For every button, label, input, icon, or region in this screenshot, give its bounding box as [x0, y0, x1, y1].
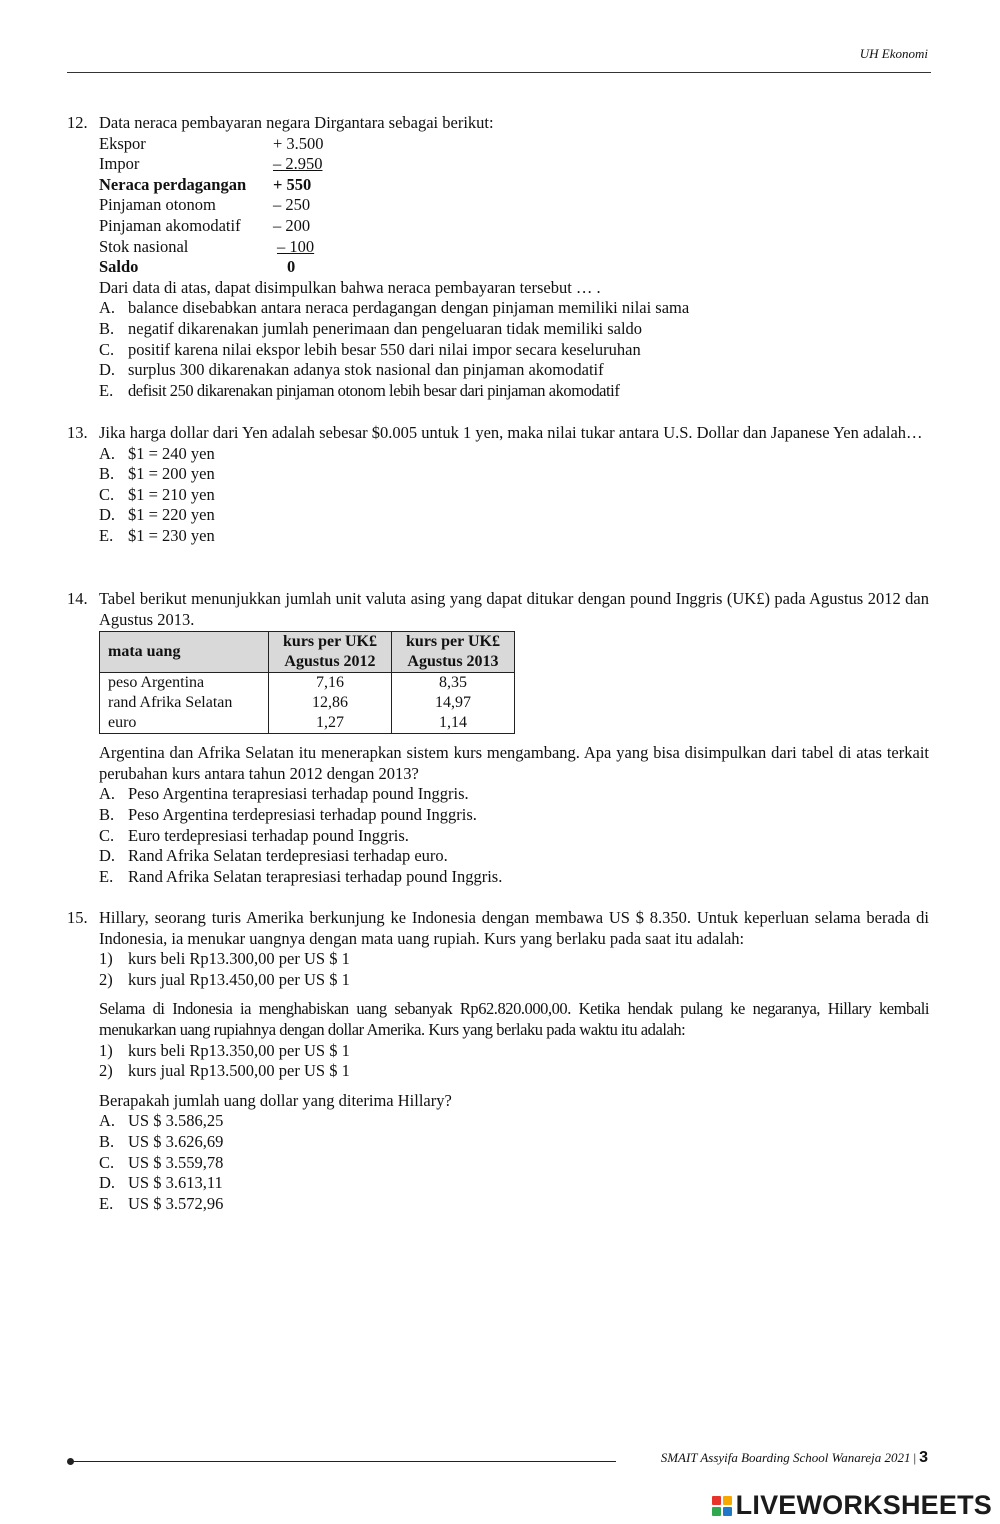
answer-option[interactable]: [99, 1132, 929, 1153]
option-text: $1 = 230 yen: [128, 525, 215, 545]
table-header: kurs per UK£ Agustus 2012: [269, 632, 392, 673]
option-text: US $ 3.626,69: [128, 1131, 224, 1151]
option-text: $1 = 200 yen: [128, 464, 215, 484]
rate-number: 2): [99, 969, 113, 989]
option-letter: E.: [99, 525, 114, 545]
answer-option[interactable]: [99, 526, 929, 547]
question-text-continued: Selama di Indonesia ia menghabiskan uang sebanyak Rp62.820.000,00. Ketika hendak pulang ke negaranya, Hillary kembali menukarkan uang rupiahnya dengan dollar Amerika. Kurs yang berlaku pada waktu itu adalah:: [99, 999, 929, 1039]
option-letter: E.: [99, 1193, 114, 1213]
option-text: US $ 3.586,25: [128, 1111, 224, 1131]
answer-options: [99, 784, 929, 887]
option-letter: A.: [99, 1111, 116, 1131]
option-letter: A.: [99, 443, 116, 463]
answer-option[interactable]: [99, 298, 929, 319]
option-text: positif karena nilai ekspor lebih besar 550 dari nilai impor secara keseluruhan: [128, 339, 641, 359]
answer-option[interactable]: [99, 1153, 929, 1174]
option-text: surplus 300 dikarenakan adanya stok nasional dan pinjaman akomodatif: [128, 360, 604, 380]
option-letter: E.: [99, 380, 114, 400]
rate-text: kurs jual Rp13.450,00 per US $ 1: [128, 969, 350, 989]
question-prompt: Argentina dan Afrika Selatan itu menerapkan sistem kurs mengambang. Apa yang bisa disimpulkan dari tabel di atas terkait perubahan kurs antara tahun 2012 dengan 2013?: [99, 743, 929, 783]
answer-option[interactable]: [99, 867, 929, 888]
answer-options: [99, 1111, 929, 1214]
option-text: US $ 3.613,11: [128, 1173, 223, 1193]
table-header: kurs per UK£ Agustus 2013: [392, 632, 515, 673]
question-prompt: Berapakah jumlah uang dollar yang diterima Hillary?: [99, 1090, 452, 1110]
option-text: defisit 250 dikarenakan pinjaman otonom lebih besar dari pinjaman akomodatif: [128, 380, 620, 400]
table-cell: rand Afrika Selatan: [100, 693, 269, 713]
table-cell: 1,27: [269, 713, 392, 734]
rate-item: [99, 1061, 929, 1082]
footer-separator: |: [913, 1450, 917, 1465]
balance-label: Stok nasional: [99, 236, 189, 256]
option-text: $1 = 220 yen: [128, 505, 215, 525]
question-text: Jika harga dollar dari Yen adalah sebesar $0.005 untuk 1 yen, maka nilai tukar antara U.S. Dollar dan Japanese Yen adalah…: [99, 423, 923, 442]
option-text: $1 = 210 yen: [128, 484, 215, 504]
question-prompt: Dari data di atas, dapat disimpulkan bahwa neraca pembayaran tersebut … .: [99, 277, 601, 297]
balance-label: Neraca perdagangan: [99, 174, 247, 194]
question-number: 14.: [67, 589, 88, 608]
option-letter: C.: [99, 1152, 115, 1172]
footer-divider: [70, 1461, 616, 1462]
watermark-text: LIVEWORKSHEETS: [735, 1490, 992, 1520]
footer-school: SMAIT Assyifa Boarding School Wanareja 2021: [660, 1450, 911, 1465]
answer-options: [99, 444, 929, 547]
question-15: [67, 908, 929, 1214]
question-text: Hillary, seorang turis Amerika berkunjung ke Indonesia dengan membawa US $ 8.350. Untuk keperluan selama berada di Indonesia, ia menukar uangnya dengan mata uang rupiah. Kurs yang berlaku pada saat itu adalah:: [99, 908, 929, 948]
balance-value: + 3.500: [273, 133, 324, 153]
option-letter: B.: [99, 318, 115, 338]
header-title: UH Ekonomi: [859, 46, 928, 61]
balance-value: + 550: [273, 174, 312, 194]
option-letter: D.: [99, 846, 116, 866]
question-text: Tabel berikut menunjukkan jumlah unit valuta asing yang dapat ditukar dengan pound Inggris (UK£) pada Agustus 2012 dan Agustus 2013.: [99, 589, 929, 629]
table-row: [100, 673, 515, 694]
option-text: Euro terdepresiasi terhadap pound Inggris.: [128, 825, 409, 845]
answer-options: [99, 298, 929, 401]
option-letter: C.: [99, 825, 115, 845]
question-number: 13.: [67, 423, 88, 442]
option-letter: B.: [99, 1131, 115, 1151]
table-row: [100, 713, 515, 734]
balance-value: – 250: [273, 195, 311, 215]
rate-text: kurs beli Rp13.350,00 per US $ 1: [128, 1040, 350, 1060]
table-cell: 7,16: [269, 673, 392, 694]
answer-option[interactable]: [99, 826, 929, 847]
balance-label: Pinjaman otonom: [99, 195, 216, 215]
question-14: [67, 589, 929, 887]
option-letter: E.: [99, 866, 114, 886]
option-letter: B.: [99, 464, 115, 484]
rate-number: 1): [99, 1040, 113, 1060]
option-text: $1 = 240 yen: [128, 443, 215, 463]
balance-value: – 100: [277, 236, 315, 256]
answer-option[interactable]: [99, 485, 929, 506]
rate-number: 2): [99, 1061, 113, 1081]
answer-option[interactable]: [99, 805, 929, 826]
liveworksheets-logo-icon: [712, 1496, 732, 1516]
table-cell: euro: [100, 713, 269, 734]
question-intro: Data neraca pembayaran negara Dirgantara sebagai berikut:: [99, 113, 494, 132]
answer-option[interactable]: [99, 1173, 929, 1194]
option-letter: D.: [99, 505, 116, 525]
rate-text: kurs beli Rp13.300,00 per US $ 1: [128, 949, 350, 969]
option-letter: D.: [99, 360, 116, 380]
balance-value: 0: [287, 257, 296, 277]
question-12: [67, 113, 929, 401]
option-text: Rand Afrika Selatan terapresiasi terhadap pound Inggris.: [128, 866, 503, 886]
option-text: US $ 3.572,96: [128, 1193, 224, 1213]
question-number: 15.: [67, 908, 88, 927]
balance-table: [99, 134, 929, 278]
answer-option[interactable]: [99, 360, 929, 381]
table-header: mata uang: [100, 632, 269, 673]
rate-item: [99, 1041, 929, 1062]
table-cell: 1,14: [392, 713, 515, 734]
option-text: balance disebabkan antara neraca perdagangan dengan pinjaman memiliki nilai sama: [128, 298, 690, 318]
header-divider: [67, 72, 931, 73]
option-letter: D.: [99, 1173, 116, 1193]
option-text: US $ 3.559,78: [128, 1152, 224, 1172]
rate-number: 1): [99, 949, 113, 969]
liveworksheets-watermark: [712, 1490, 992, 1521]
answer-option[interactable]: [99, 464, 929, 485]
option-text: Peso Argentina terdepresiasi terhadap pound Inggris.: [128, 804, 477, 824]
option-text: negatif dikarenakan jumlah penerimaan dan pengeluaran tidak memiliki saldo: [128, 318, 643, 338]
answer-option[interactable]: [99, 505, 929, 526]
option-letter: C.: [99, 484, 115, 504]
answer-option[interactable]: [99, 1111, 929, 1132]
table-cell: 12,86: [269, 693, 392, 713]
balance-value: – 2.950: [273, 154, 323, 174]
balance-label: Saldo: [99, 257, 139, 277]
table-header-row: [100, 632, 515, 673]
question-13: [67, 423, 929, 547]
answer-option[interactable]: [99, 784, 929, 805]
exchange-rate-table: [99, 631, 515, 734]
option-letter: B.: [99, 804, 115, 824]
answer-option[interactable]: [99, 319, 929, 340]
rate-item: [99, 970, 929, 991]
answer-option[interactable]: [99, 846, 929, 867]
table-cell: 14,97: [392, 693, 515, 713]
balance-label: Pinjaman akomodatif: [99, 215, 241, 235]
balance-value: – 200: [273, 215, 311, 235]
answer-option[interactable]: [99, 444, 929, 465]
question-number: 12.: [67, 113, 88, 132]
answer-option[interactable]: [99, 381, 929, 402]
option-letter: C.: [99, 339, 115, 359]
option-letter: A.: [99, 784, 116, 804]
balance-label: Impor: [99, 154, 140, 174]
table-row: [100, 693, 515, 713]
footer-text: [661, 1449, 928, 1467]
table-cell: peso Argentina: [100, 673, 269, 694]
rate-text: kurs jual Rp13.500,00 per US $ 1: [128, 1061, 350, 1081]
option-letter: A.: [99, 298, 116, 318]
option-text: Rand Afrika Selatan terdepresiasi terhadap euro.: [128, 846, 448, 866]
page-number: 3: [919, 1449, 928, 1466]
table-cell: 8,35: [392, 673, 515, 694]
rate-item: [99, 949, 929, 970]
balance-label: Ekspor: [99, 133, 146, 153]
answer-option[interactable]: [99, 340, 929, 361]
option-text: Peso Argentina terapresiasi terhadap pound Inggris.: [128, 784, 469, 804]
answer-option[interactable]: [99, 1194, 929, 1215]
